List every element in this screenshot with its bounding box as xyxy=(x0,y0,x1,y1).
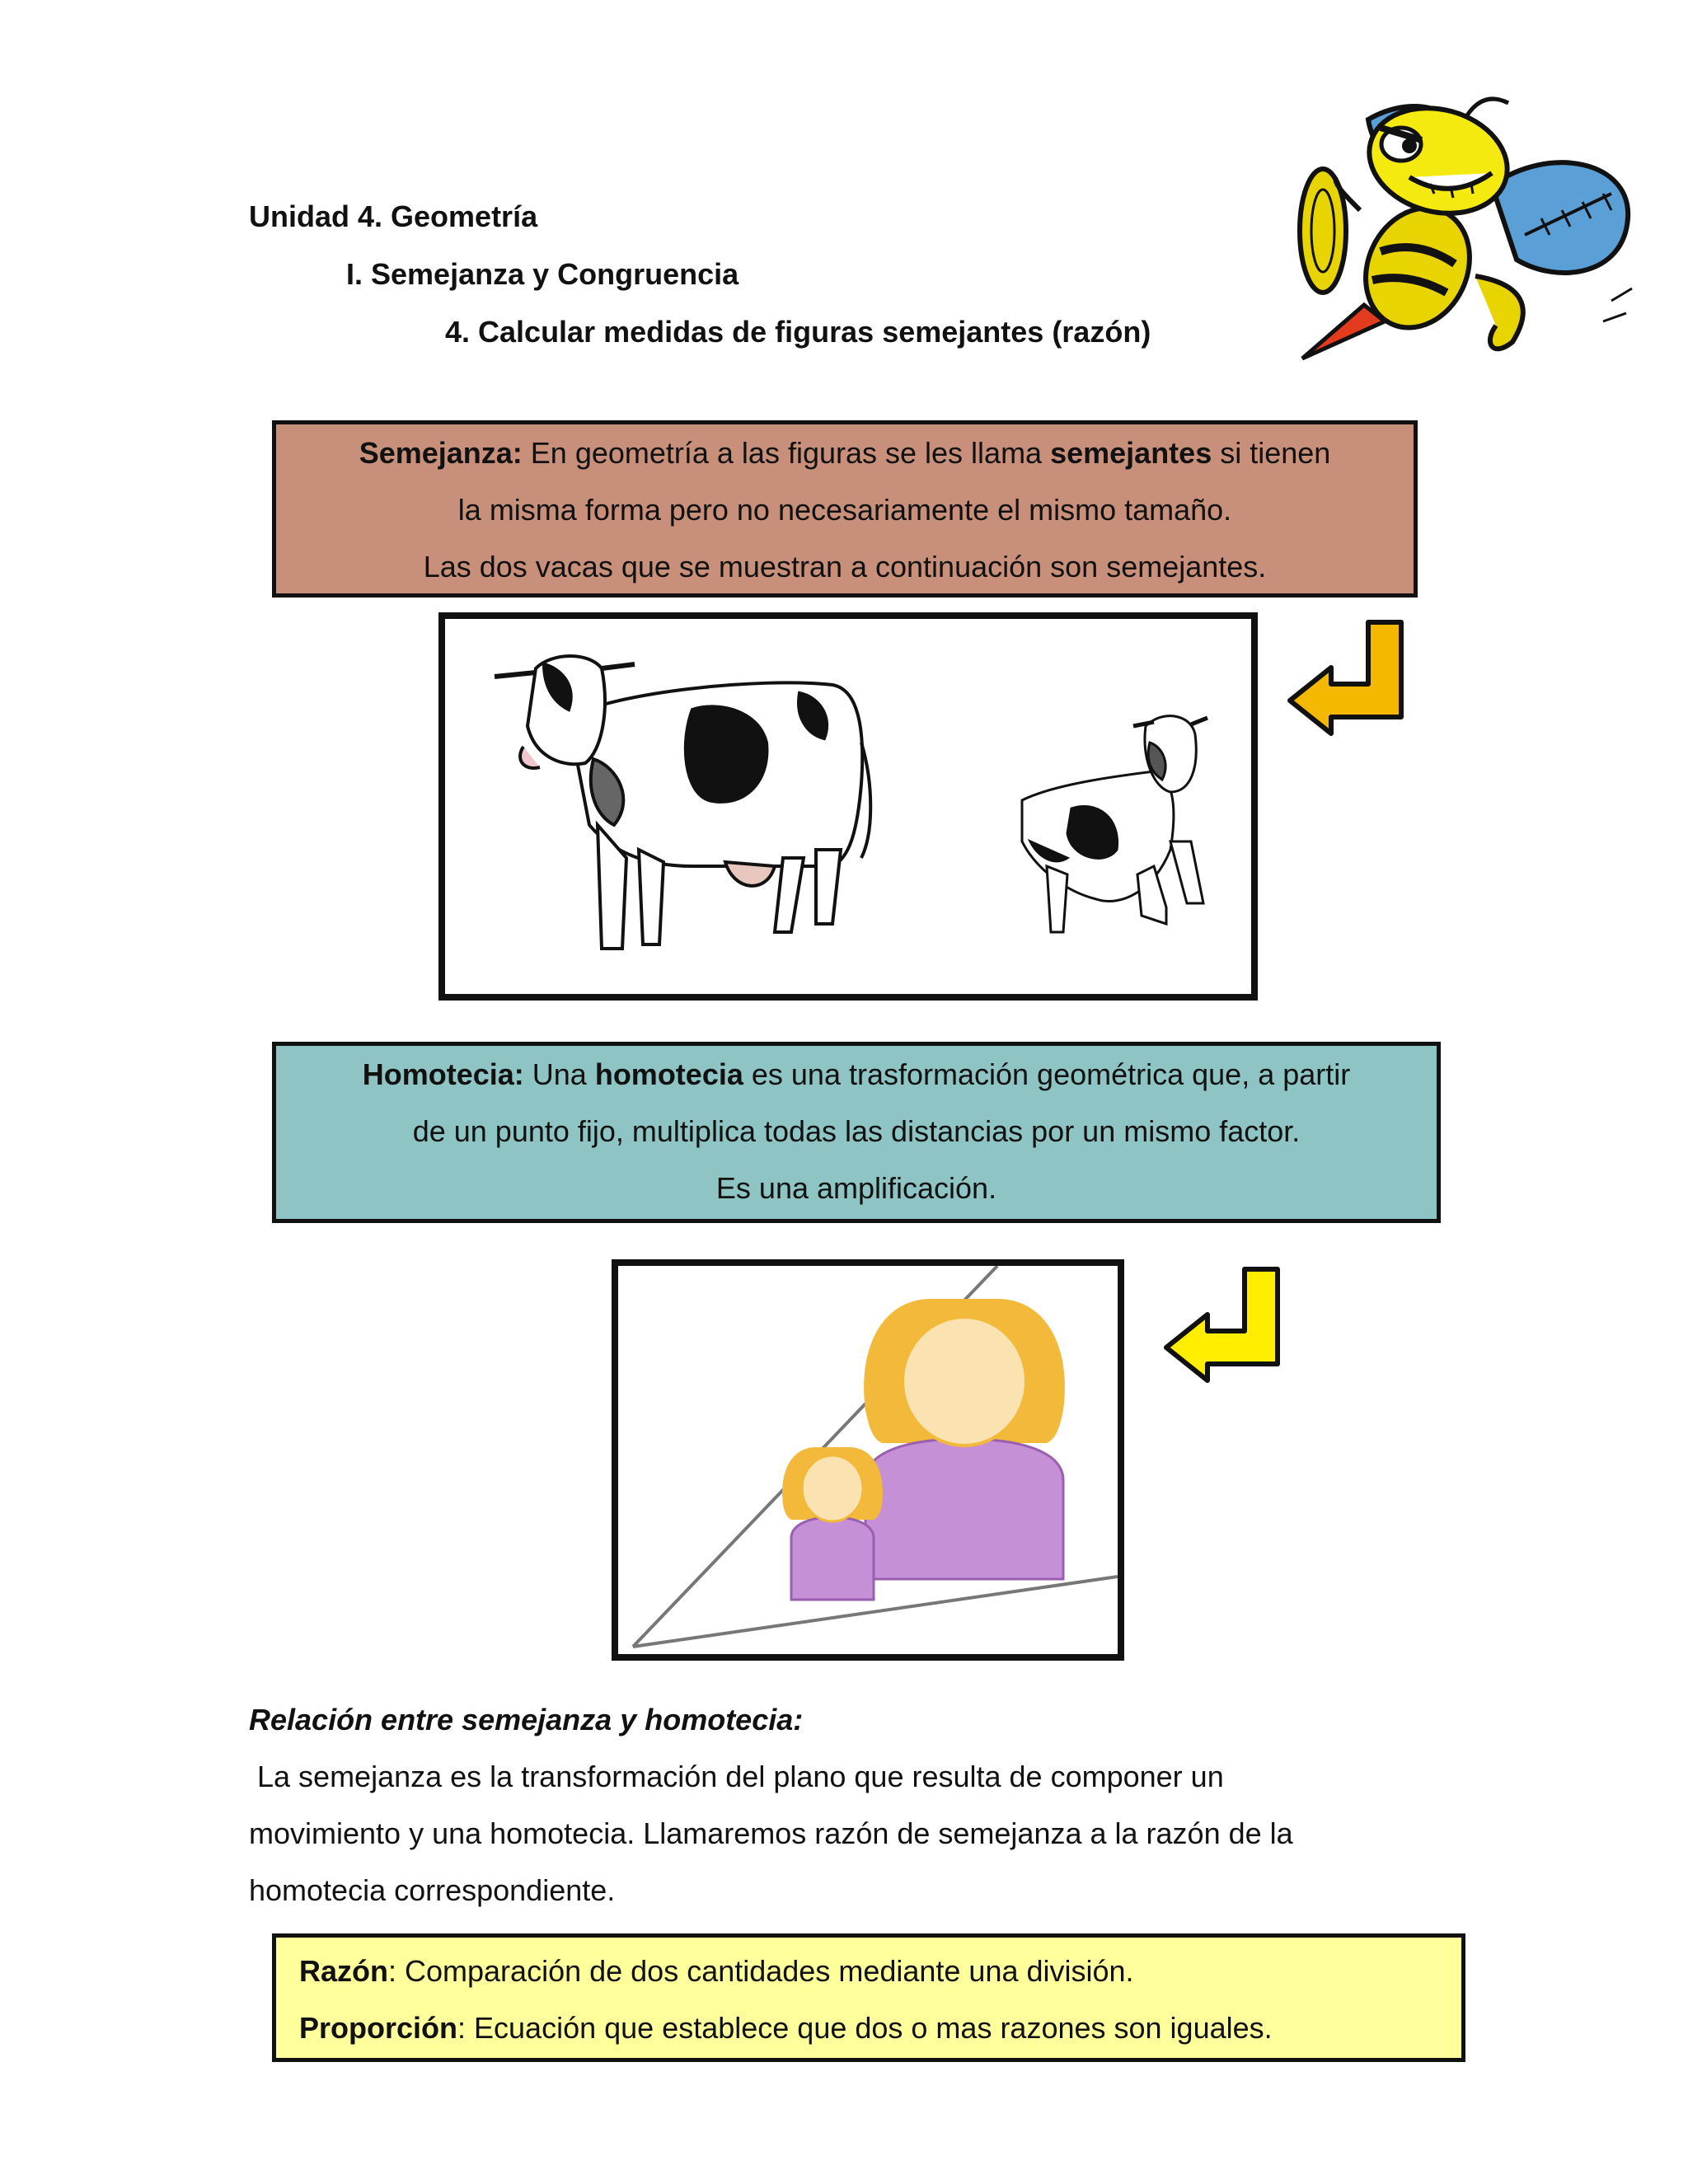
cow-illustration xyxy=(445,619,1251,994)
homotecia-definition-box xyxy=(272,1042,1441,1223)
semejanza-text-b: si tienen xyxy=(1212,436,1331,470)
definitions-box xyxy=(272,1933,1465,2062)
homothety-image-frame xyxy=(612,1259,1124,1661)
razon-text: : Comparación de dos cantidades mediante una división. xyxy=(388,1954,1134,1988)
semejanza-line2: la misma forma pero no necesariamente el mismo tamaño. xyxy=(457,493,1232,527)
section-title: I. Semejanza y Congruencia xyxy=(346,257,739,291)
relation-line2: movimiento y una homotecia. Llamaremos razón de semejanza a la razón de la xyxy=(249,1816,1293,1850)
person-illustration xyxy=(618,1266,1118,1654)
unit-title: Unidad 4. Geometría xyxy=(249,199,538,233)
homotecia-text-b: es una trasformación geométrica que, a partir xyxy=(743,1057,1351,1091)
relation-title: Relación entre semejanza y homotecia: xyxy=(249,1703,804,1736)
semejantes-word: semejantes xyxy=(1050,436,1212,470)
semejanza-definition-box xyxy=(272,420,1418,598)
semejanza-term: Semejanza: xyxy=(359,436,523,470)
relation-section xyxy=(249,1691,1469,1919)
proporcion-term: Proporción xyxy=(299,2011,458,2045)
semejanza-line3: Las dos vacas que se muestran a continuación son semejantes. xyxy=(423,550,1267,583)
homotecia-word: homotecia xyxy=(594,1057,743,1091)
homotecia-term: Homotecia: xyxy=(362,1057,524,1091)
relation-line1: La semejanza es la transformación del plano que resulta de componer un xyxy=(249,1760,1224,1793)
homotecia-text-a: Una xyxy=(523,1057,595,1091)
return-arrow-icon xyxy=(1162,1265,1286,1385)
proporcion-text: : Ecuación que establece que dos o mas razones son iguales. xyxy=(457,2011,1273,2045)
bee-mascot-icon xyxy=(1286,95,1640,367)
relation-line3: homotecia correspondiente. xyxy=(249,1873,616,1907)
semejanza-text-a: En geometría a las figuras se les llama xyxy=(522,436,1051,470)
razon-term: Razón xyxy=(299,1954,388,1988)
topic-title: 4. Calcular medidas de figuras semejantes (razón) xyxy=(445,315,1151,349)
homotecia-line3: Es una amplificación. xyxy=(715,1171,997,1205)
return-arrow-icon xyxy=(1286,618,1409,738)
cows-image-frame xyxy=(438,612,1258,1001)
homotecia-line2: de un punto fijo, multiplica todas las distancias por un mismo factor. xyxy=(412,1114,1301,1148)
